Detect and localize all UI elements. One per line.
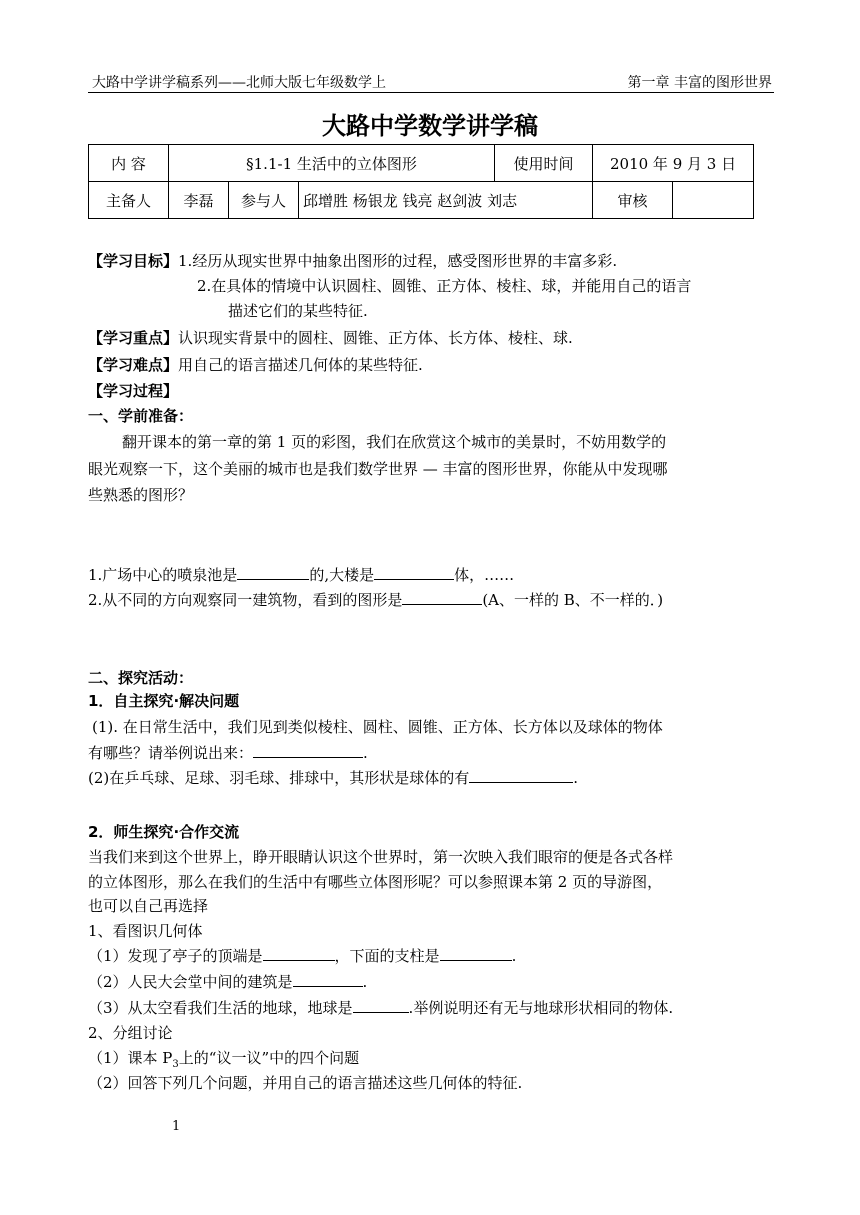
answer-blank[interactable] bbox=[469, 767, 573, 783]
activity-2-line bbox=[88, 766, 578, 790]
list-2-heading: 2、分组讨论 bbox=[88, 1024, 173, 1042]
process-label: 【学习过程】 bbox=[88, 382, 179, 400]
answer-blank[interactable] bbox=[402, 589, 482, 605]
preparer-label: 主备人 bbox=[89, 182, 169, 219]
activity-3-line-3: 也可以自己再选择 bbox=[88, 897, 209, 915]
objective-2-cont: 描述它们的某些特征. bbox=[228, 302, 368, 320]
participants-value: 邱增胜 杨银龙 钱亮 赵剑波 刘志 bbox=[299, 182, 593, 219]
info-row-1 bbox=[89, 145, 754, 182]
page-number: 1 bbox=[172, 1119, 181, 1134]
answer-blank[interactable] bbox=[263, 945, 335, 961]
header-right: 第一章 丰富的图形世界 bbox=[627, 75, 772, 91]
info-table bbox=[88, 144, 754, 219]
activity-2-prompt: (2)在乒乓球、足球、羽毛球、排球中，其形状是球体的有 bbox=[88, 769, 470, 787]
info-row-2 bbox=[89, 182, 754, 219]
difficulties-text: 用自己的语言描述几何体的某些特征. bbox=[178, 356, 423, 374]
key-points bbox=[88, 326, 573, 350]
list-1-item-3 bbox=[88, 996, 673, 1020]
subsection-1-heading: 1．自主探究·解决问题 bbox=[88, 692, 240, 710]
activity-1-prompt: 有哪些？请举例说出来： bbox=[88, 744, 254, 762]
activity-3-line-1: 当我们来到这个世界上，睁开眼睛认识这个世界时，第一次映入我们眼帘的便是各式各样 bbox=[88, 848, 674, 866]
time-value: 2010 年 9 月 3 日 bbox=[593, 145, 754, 182]
content-value: §1.1-1 生活中的立体图形 bbox=[169, 145, 495, 182]
time-label: 使用时间 bbox=[495, 145, 593, 182]
difficulties-label: 【学习难点】 bbox=[88, 356, 179, 374]
answer-blank[interactable] bbox=[237, 564, 309, 580]
question-1-part-b: 的,大楼是 bbox=[309, 566, 375, 584]
section1-heading: 一、学前准备： bbox=[88, 407, 194, 425]
subsection-2-heading: 2．师生探究·合作交流 bbox=[88, 823, 240, 841]
list-1-item-1-prompt-b: ，下面的支柱是 bbox=[334, 947, 440, 965]
activity-1-line-2 bbox=[88, 741, 368, 765]
answer-blank[interactable] bbox=[374, 564, 454, 580]
activity-3-line-2: 的立体图形，那么在我们的生活中有哪些立体图形呢？可以参照课本第 2 页的导游图， bbox=[88, 873, 663, 891]
list-2-item-1-prefix: （1）课本 P bbox=[88, 1049, 173, 1067]
objective-1: 1.经历从现实世界中抽象出图形的过程，感受图形世界的丰富多彩. bbox=[178, 252, 618, 270]
period: . bbox=[362, 973, 368, 991]
header-divider bbox=[88, 92, 774, 93]
list-2-item-1-text: 上的“议一议”中的四个问题 bbox=[178, 1049, 360, 1067]
page-title: 大路中学数学讲学稿 bbox=[322, 112, 538, 140]
list-1-item-2-prompt: （2）人民大会堂中间的建筑是 bbox=[88, 973, 293, 991]
header-left: 大路中学讲学稿系列——北师大版七年级数学上 bbox=[92, 75, 386, 91]
question-2-options: (A、一样的 B、不一样的．) bbox=[482, 591, 664, 609]
review-label: 审核 bbox=[593, 182, 673, 219]
question-2-part-a: 2.从不同的方向观察同一建筑物，看到的图形是 bbox=[88, 591, 403, 609]
list-1-item-3-tail: .举例说明还有无与地球形状相同的物体. bbox=[408, 999, 674, 1017]
activity-1-line-1: (1). 在日常生活中，我们见到类似棱柱、圆柱、圆锥、正方体、长方体以及球体的物体 bbox=[92, 718, 663, 736]
content-label: 内 容 bbox=[89, 145, 169, 182]
question-2 bbox=[88, 588, 663, 612]
period: . bbox=[573, 769, 579, 787]
section1-para-3: 些熟悉的图形？ bbox=[88, 486, 194, 504]
list-1-item-1 bbox=[88, 944, 516, 968]
question-1-part-c: 体，…… bbox=[454, 566, 515, 584]
question-1-part-a: 1.广场中心的喷泉池是 bbox=[88, 566, 238, 584]
answer-blank[interactable] bbox=[253, 742, 363, 758]
period: . bbox=[363, 744, 368, 762]
objectives-label: 【学习目标】 bbox=[88, 252, 179, 270]
list-2-item-2: （2）回答下列几个问题，并用自己的语言描述这些几何体的特征. bbox=[88, 1074, 523, 1092]
section2-heading: 二、探究活动： bbox=[88, 669, 194, 687]
objective-2: 2.在具体的情境中认识圆柱、圆锥、正方体、棱柱、球，并能用自己的语言 bbox=[197, 277, 692, 295]
question-1 bbox=[88, 563, 514, 587]
page-subscript: 3 bbox=[172, 1059, 179, 1070]
objectives-line-1 bbox=[88, 249, 617, 273]
key-points-label: 【学习重点】 bbox=[88, 329, 179, 347]
difficulties bbox=[88, 353, 423, 377]
list-1-item-1-prompt: （1）发现了亭子的顶端是 bbox=[88, 947, 263, 965]
participants-label: 参与人 bbox=[229, 182, 299, 219]
answer-blank[interactable] bbox=[293, 971, 363, 987]
section1-para-2: 眼光观察一下，这个美丽的城市也是我们数学世界 — 丰富的图形世界，你能从中发现哪 bbox=[88, 460, 668, 478]
list-1-item-3-prompt: （3）从太空看我们生活的地球，地球是 bbox=[88, 999, 353, 1017]
list-1-item-2 bbox=[88, 970, 367, 994]
answer-blank[interactable] bbox=[440, 945, 512, 961]
list-1-heading: 1、看图识几何体 bbox=[88, 922, 203, 940]
key-points-text: 认识现实背景中的圆柱、圆锥、正方体、长方体、棱柱、球. bbox=[178, 329, 573, 347]
section1-para-1: 翻开课本的第一章的第 1 页的彩图，我们在欣赏这个城市的美景时，不妨用数学的 bbox=[122, 433, 667, 451]
period: . bbox=[511, 947, 517, 965]
review-value bbox=[673, 182, 754, 219]
answer-blank[interactable] bbox=[353, 997, 409, 1013]
preparer-value: 李磊 bbox=[169, 182, 229, 219]
